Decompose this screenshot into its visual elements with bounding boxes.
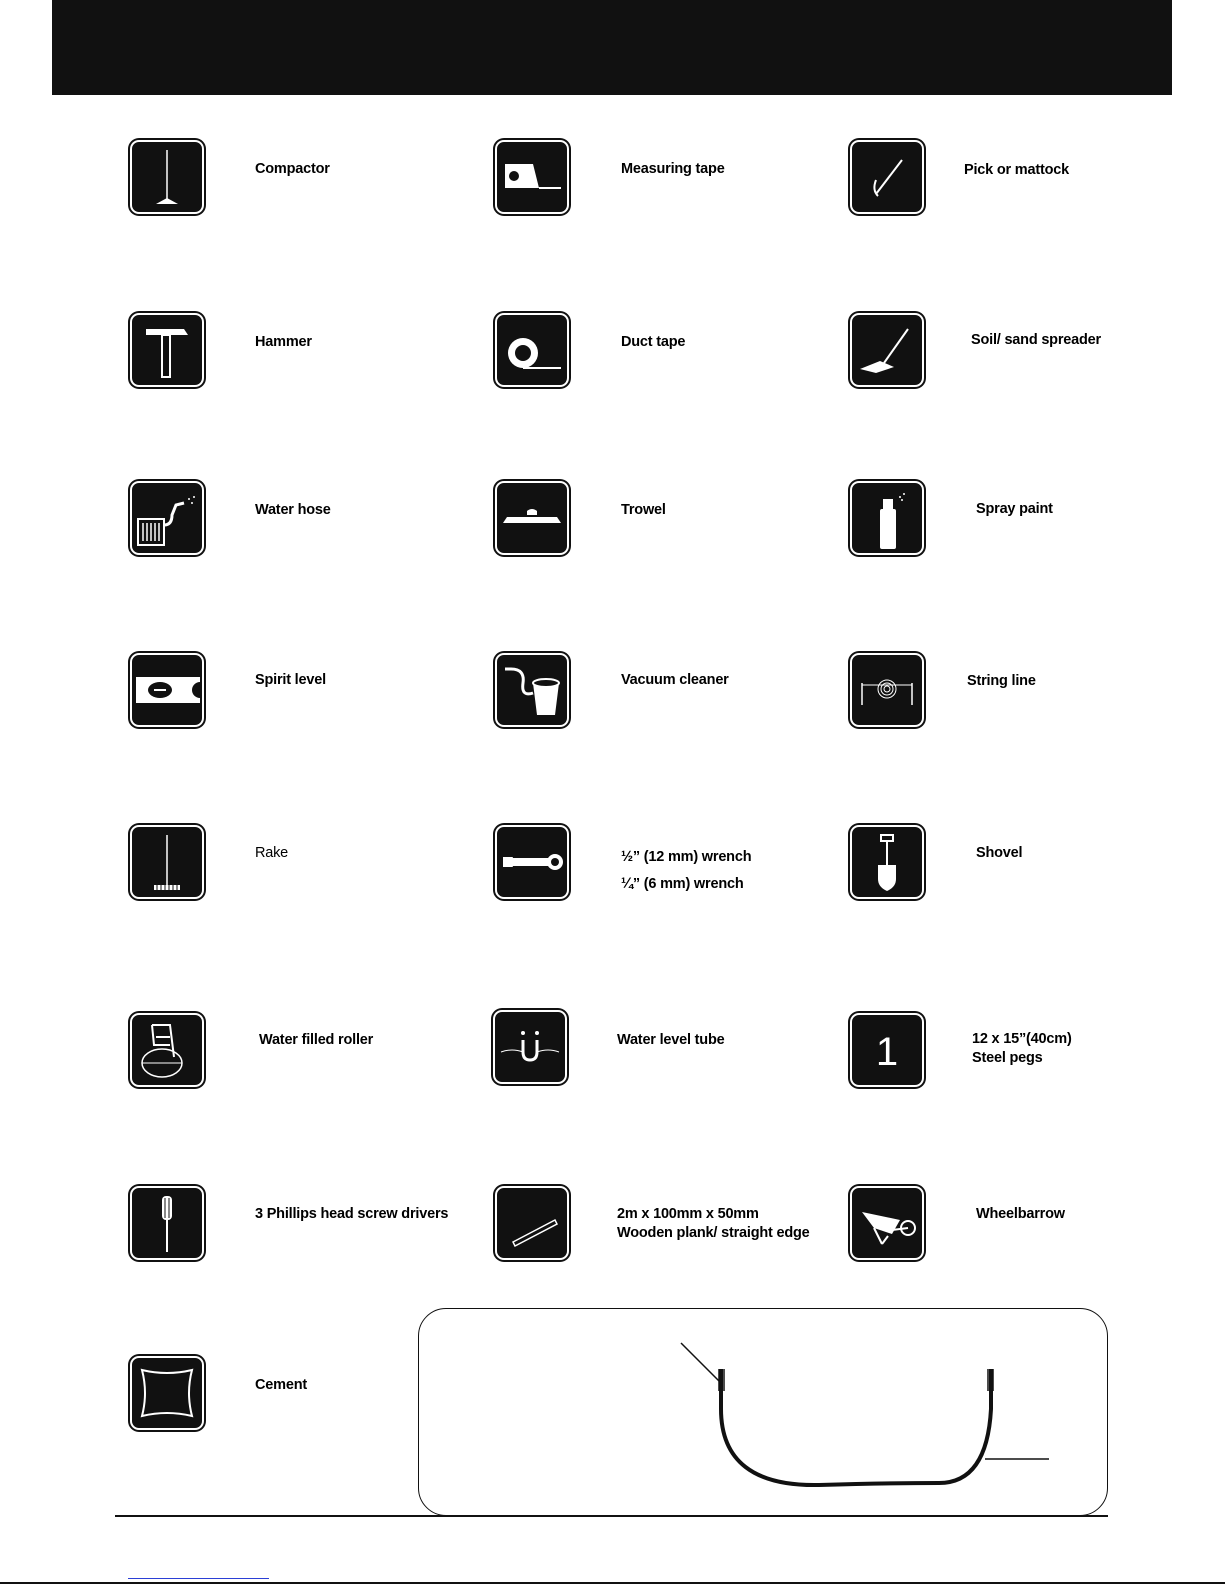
tool-roller: [130, 1013, 490, 1093]
tool-hammer: [130, 313, 490, 393]
wrench-icon: [495, 825, 569, 899]
tool-label: Vacuum cleaner: [621, 672, 729, 688]
roller-icon: [130, 1013, 204, 1087]
tool-label: Measuring tape: [621, 161, 725, 177]
tool-label: 3 Phillips head screw drivers: [255, 1206, 449, 1222]
cement-icon: [130, 1356, 204, 1430]
tool-steel-pegs: [850, 1013, 1210, 1093]
tool-vacuum: [495, 653, 855, 733]
tool-label: Pick or mattock: [964, 162, 1069, 178]
measuring-tape-icon: [495, 140, 569, 214]
tool-label: Cement: [255, 1377, 307, 1393]
tool-plank: [495, 1186, 855, 1266]
tool-rake: [130, 825, 490, 905]
shovel-icon: [850, 825, 924, 899]
bottom-rule: [0, 1582, 1225, 1584]
tool-label: Water level tube: [617, 1032, 725, 1048]
tool-label: Spray paint: [976, 501, 1053, 517]
tool-compactor: [130, 140, 490, 220]
leader-line-left: [681, 1343, 719, 1381]
tool-wrench: [495, 825, 855, 905]
tool-label: Hammer: [255, 334, 312, 350]
string-line-icon: [850, 653, 924, 727]
plank-icon: [495, 1186, 569, 1260]
header-bar: [52, 0, 1172, 95]
tool-label: Water hose: [255, 502, 331, 518]
tool-string-line: [850, 653, 1210, 733]
tool-label: Spirit level: [255, 672, 326, 688]
steel-pegs-icon: [850, 1013, 924, 1087]
rake-icon: [130, 825, 204, 899]
duct-tape-icon: [495, 313, 569, 387]
tool-water-hose: [130, 481, 490, 561]
spray-paint-icon: [850, 481, 924, 555]
trowel-icon: [495, 481, 569, 555]
tool-shovel: [850, 825, 1210, 905]
tool-label: Soil/ sand spreader: [971, 332, 1101, 348]
vacuum-icon: [495, 653, 569, 727]
tool-duct-tape: [495, 313, 855, 393]
tube-diagram-panel: [418, 1308, 1108, 1516]
tool-label: 12 x 15”(40cm) Steel pegs: [972, 1031, 1072, 1066]
tool-label: Wheelbarrow: [976, 1206, 1065, 1222]
tool-screwdrivers: [130, 1186, 490, 1266]
tool-measuring-tape: [495, 140, 855, 220]
tube-diagram: [419, 1309, 1109, 1517]
footer-rule: [115, 1515, 1108, 1517]
spreader-icon: [850, 313, 924, 387]
screwdriver-icon: [130, 1186, 204, 1260]
tool-pick: [850, 140, 1210, 220]
pick-icon: [850, 140, 924, 214]
tool-label: ½” (12 mm) wrench ¼” (6 mm) wrench: [621, 849, 752, 892]
tool-label: Compactor: [255, 161, 330, 177]
tool-spray-paint: [850, 481, 1210, 561]
tool-label: Water filled roller: [259, 1032, 374, 1048]
tool-label: Duct tape: [621, 334, 686, 350]
tool-label: 2m x 100mm x 50mm Wooden plank/ straight edge: [617, 1206, 810, 1241]
compactor-icon: [130, 140, 204, 214]
tool-water-level-tube: [493, 1010, 853, 1090]
hammer-icon: [130, 313, 204, 387]
tube-curve: [721, 1369, 991, 1485]
tool-label: Rake: [255, 845, 289, 861]
spirit-level-icon: [130, 653, 204, 727]
tool-label: Shovel: [976, 845, 1023, 861]
tool-spreader: [850, 313, 1210, 393]
steel-pegs-icon-text: 1: [875, 1030, 899, 1074]
tool-spirit-level: [130, 653, 490, 733]
footer-link-underline[interactable]: [128, 1578, 269, 1579]
tool-label: Trowel: [621, 502, 666, 518]
tool-wheelbarrow: [850, 1186, 1210, 1266]
water-level-tube-icon: [493, 1010, 567, 1084]
tool-label: String line: [967, 673, 1036, 689]
tool-trowel: [495, 481, 855, 561]
water-hose-icon: [130, 481, 204, 555]
wheelbarrow-icon: [850, 1186, 924, 1260]
